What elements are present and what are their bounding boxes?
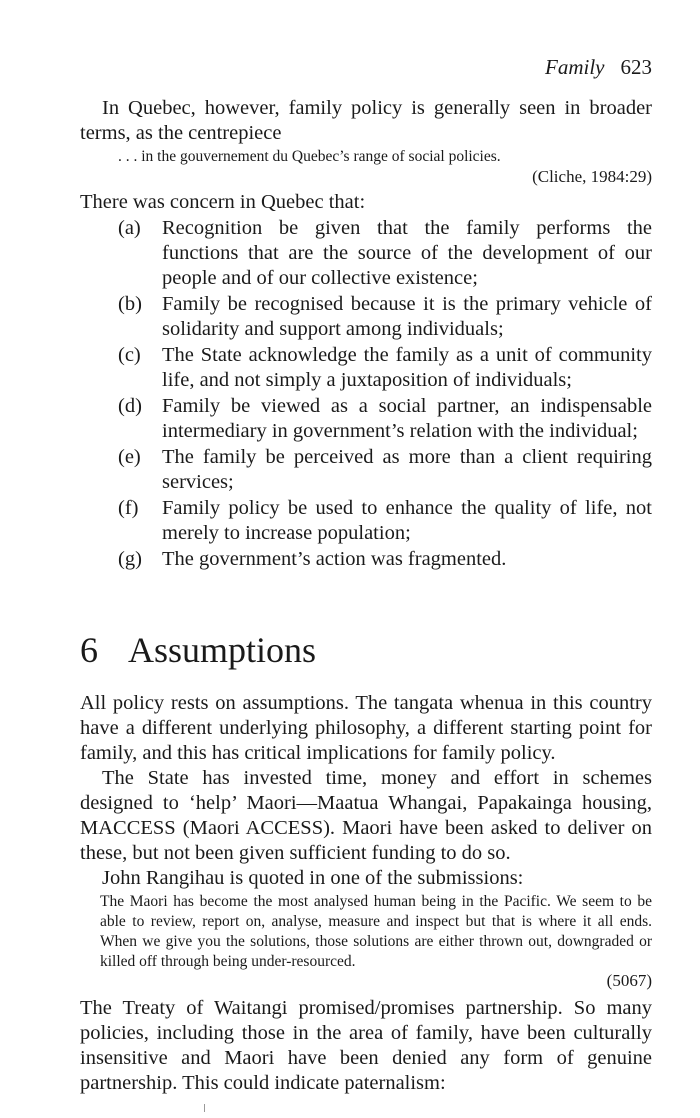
list-item [118,496,652,546]
list-item-text: Family be recognised because it is the primary vehicle of solidarity and support among individuals; [162,293,652,340]
list-item [118,292,652,342]
paragraph-rangihau-intro: John Rangihau is quoted in one of the submissions: [102,867,524,889]
list-item [118,216,652,291]
block-quote-rangihau: The Maori has become the most analysed human being in the Pacific. We seem to be able to review, report on, analyse, measure and inspect but that is where it all ends. When we give you the solutions, those solutions are either thrown out, downgraded or killed off through being under-resourced. [100,893,652,970]
list-item [118,343,652,393]
list-item-text: Family be viewed as a social partner, an indispensable intermediary in government’s relation with the individual; [162,395,652,442]
running-header [545,54,652,80]
block-quote-cliche: . . . in the gouvernement du Quebec’s range of social policies. [118,148,501,165]
running-header-section: Family [545,55,605,79]
print-mark [204,1104,205,1112]
paragraph-quebec-policy: In Quebec, however, family policy is generally seen in broader terms, as the centrepiece [80,97,652,144]
list-item-marker: (e) [118,446,141,468]
paragraph-state-investment: The State has invested time, money and effort in schemes designed to ‘help’ Maori—Maatua Whangai, Papakainga housing, MACCESS (Maori ACCESS). Maori have been asked to deliver on these, but not been given sufficient funding to do so. [80,767,652,864]
chapter-number: 6 [80,630,98,670]
list-item-marker: (a) [118,217,141,239]
list-item-marker: (g) [118,548,142,570]
list-item [118,445,652,495]
list-item-text: The government’s action was fragmented. [162,548,507,570]
list-item [118,547,652,572]
paragraph-concern-intro: There was concern in Quebec that: [80,191,366,213]
citation-cliche: (Cliche, 1984:29) [532,167,652,186]
list-item-marker: (f) [118,497,139,519]
list-item-marker: (d) [118,395,142,417]
list-item-text: The family be perceived as more than a client requiring services; [162,446,652,493]
citation-5067: (5067) [606,971,652,990]
paragraph-assumptions: All policy rests on assumptions. The tangata whenua in this country have a different underlying philosophy, a different starting point for family, and this has critical implications for family policy. [80,692,652,764]
list-item-text: Recognition be given that the family performs the functions that are the source of the development of our people and of our collective existence; [162,217,652,289]
concern-list [118,216,652,573]
list-item-marker: (c) [118,344,141,366]
list-item-text: Family policy be used to enhance the quality of life, not merely to increase population; [162,497,652,544]
list-item [118,394,652,444]
page-number: 623 [620,55,652,79]
list-item-text: The State acknowledge the family as a unit of community life, and not simply a juxtaposition of individuals; [162,344,652,391]
list-item-marker: (b) [118,293,142,315]
chapter-heading [80,628,316,672]
chapter-title: Assumptions [128,630,317,670]
paragraph-treaty: The Treaty of Waitangi promised/promises partnership. So many policies, including those in the area of family, have been culturally insensitive and Maori have been denied any form of genuine partnership. This could indicate paternalism: [80,997,652,1094]
